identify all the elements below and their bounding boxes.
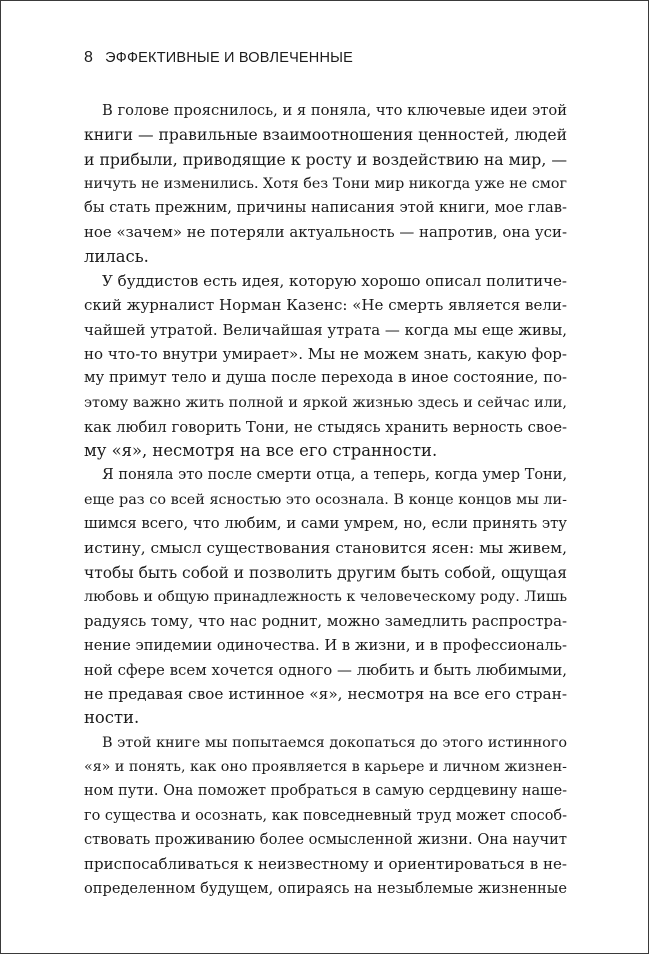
book-title: ЭФФЕКТИВНЫЕ И ВОВЛЕЧЕННЫЕ — [105, 50, 354, 66]
text-line: У буддистов есть идея, которую хорошо описал политиче- — [102, 272, 567, 291]
body-text — [84, 99, 567, 901]
running-head — [84, 49, 353, 67]
text-line: и прибыли, приводящие к росту и воздействию на мир, — — [84, 149, 568, 169]
text-line: но что-то внутри умирает». Мы не можем знать, какую фор- — [84, 344, 567, 363]
text-line: В этой книге мы попытаемся докопаться до этого истинного — [102, 734, 567, 751]
paragraph — [84, 731, 567, 901]
page-number: 8 — [84, 49, 94, 66]
text-line: Я поняла это после смерти отца, а теперь, когда умер Тони, — [102, 467, 568, 484]
text-line: чтобы быть собой и позволить другим быть собой, ощущая — [84, 563, 567, 582]
text-line: му «я», несмотря на все его странности. — [84, 441, 438, 461]
text-line: «я» и понять, как оно проявляется в карьере и личном жизнен- — [84, 759, 567, 776]
text-line: еще раз со всей ясностью это осознала. В конце концов мы ли- — [84, 491, 567, 508]
paragraph — [84, 99, 567, 269]
text-line: любовь и общую принадлежность к человеческому роду. Лишь — [84, 588, 568, 605]
paragraph — [84, 463, 567, 730]
text-line: ном пути. Она поможет пробраться в самую сердцевину наше- — [84, 783, 568, 800]
paragraph — [84, 269, 567, 463]
text-line: ное «зачем» не потеряли актуальность — напротив, она уси- — [84, 223, 567, 242]
text-line: как любил говорить Тони, не стыдясь хранить верность свое- — [84, 417, 568, 436]
text-line: определенном будущем, опираясь на незыблемые жизненные — [84, 879, 567, 897]
text-line: истину, смысл существования становится ясен: мы живем, — [84, 539, 567, 558]
text-line: чайшей утратой. Величайшая утрата — когда мы еще живы, — [84, 320, 567, 339]
text-line: го существа и осознать, как повседневный труд может способ- — [84, 807, 567, 824]
text-line: шимся всего, что любим, и сами умрем, но, если принять эту — [84, 515, 567, 533]
text-line: не предавая свое истинное «я», несмотря на все его стран- — [84, 685, 567, 704]
text-line: му примут тело и душа после перехода в иное состояние, по- — [84, 369, 567, 387]
text-line: ничуть не изменились. Хотя без Тони мир никогда уже не смог — [84, 175, 567, 192]
text-line: ствовать проживанию более осмысленной жизни. Она научит — [84, 830, 567, 848]
text-line: радуясь тому, что нас роднит, можно замедлить распростра- — [84, 612, 567, 631]
text-line: лилась. — [84, 246, 149, 266]
text-line: ности. — [84, 708, 140, 728]
text-line: приспосабливаться к неизвестному и ориентироваться в не- — [84, 855, 567, 874]
text-line: ной сфере всем хочется одного — любить и быть любимыми, — [84, 660, 567, 679]
text-line: этому важно жить полной и яркой жизнью здесь и сейчас или, — [84, 394, 567, 411]
text-line: нение эпидемии одиночества. И в жизни, и в профессиональ- — [84, 636, 567, 654]
text-line: ский журналист Норман Казенс: «Не смерть является вели- — [84, 296, 567, 315]
text-line: книги — правильные взаимоотношения ценностей, людей — [84, 126, 567, 145]
text-line: В голове прояснилось, и я поняла, что ключевые идеи этой — [102, 102, 567, 119]
text-line: бы стать прежним, причины написания этой книги, мое глав- — [84, 199, 567, 217]
